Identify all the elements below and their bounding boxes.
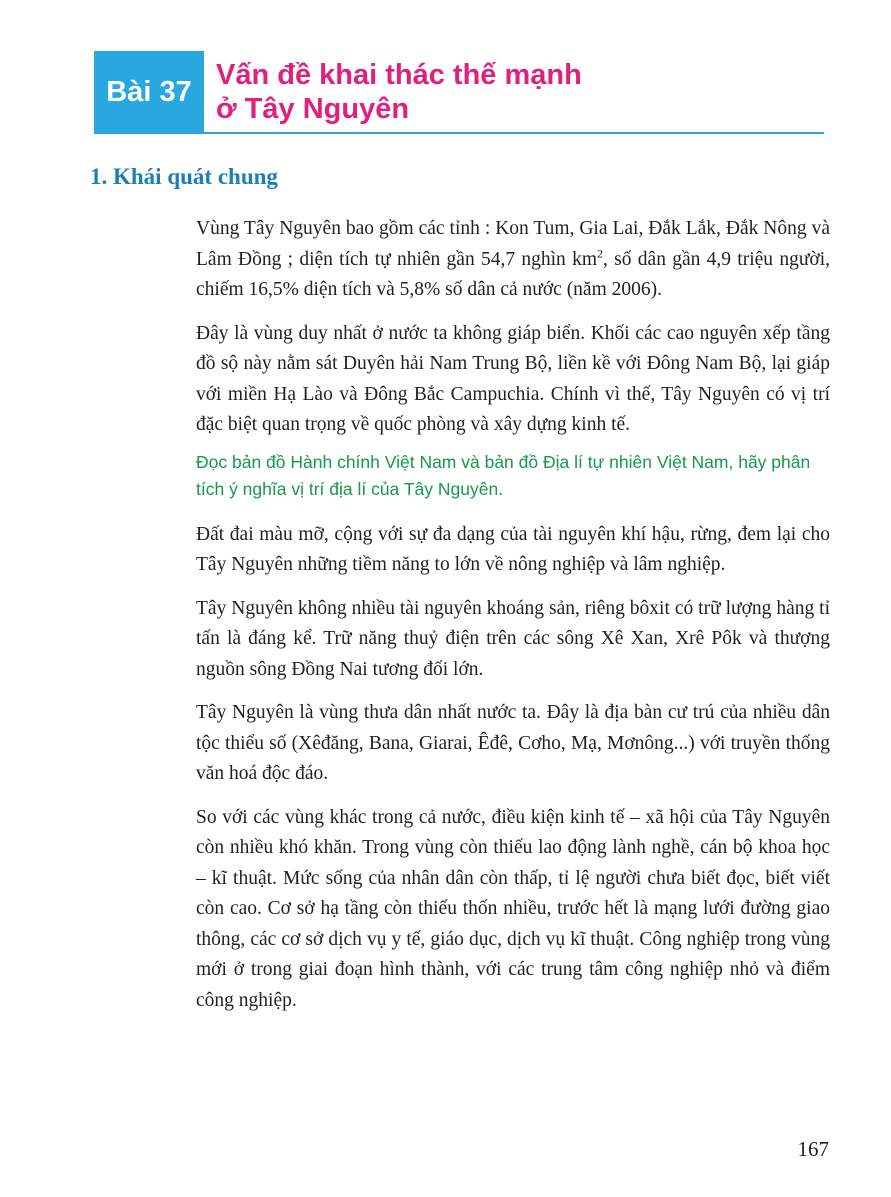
lesson-title-line-1: Vấn đề khai thác thế mạnh <box>216 59 582 91</box>
paragraph-general-info <box>196 214 830 306</box>
lesson-number-badge <box>94 51 204 134</box>
paragraph-natural-resources: Đất đai màu mỡ, cộng với sự đa dạng của tài nguyên khí hậu, rừng, đem lại cho Tây Nguyên những tiềm năng to lớn về nông nghiệp và lâm nghiệp. <box>196 523 830 575</box>
paragraph-minerals: Tây Nguyên không nhiều tài nguyên khoáng sản, riêng bôxit có trữ lượng hàng tỉ tấn là đáng kể. Trữ năng thuỷ điện trên các sông Xê Xan, Xrê Pôk và thượng nguồn sông Đồng Nai tương đối lớn. <box>196 597 830 680</box>
task-instruction: Đọc bản đồ Hành chính Việt Nam và bản đồ Địa lí tự nhiên Việt Nam, hãy phân tích ý nghĩa vị trí địa lí của Tây Nguyên. <box>196 451 811 499</box>
paragraph-general-info-text-end: , số dân gần 4,9 triệu người, chiếm 16,5% diện tích và 5,8% số dân cả nước (năm 2006). <box>196 248 830 300</box>
title-underline-rule <box>204 132 824 134</box>
section-heading: 1. Khái quát chung <box>90 164 278 189</box>
lesson-number-label: Bài 37 <box>106 76 192 108</box>
lesson-title <box>216 58 582 126</box>
paragraph-location: Đây là vùng duy nhất ở nước ta không giáp biển. Khối các cao nguyên xếp tầng đồ sộ này nằm sát Duyên hải Nam Trung Bộ, liền kề với Đông Nam Bộ, lại giáp với miền Hạ Lào và Đông Bắc Campuchia. Chính vì thế, Tây Nguyên có vị trí đặc biệt quan trọng về quốc phòng và xây dựng kinh tế. <box>196 322 830 435</box>
paragraph-general-info-text: Vùng Tây Nguyên bao gồm các tỉnh : Kon Tum, Gia Lai, Đắk Lắk, Đắk Nông và Lâm Đồng ; diện tích tự nhiên gần 54,7 nghìn km <box>196 218 830 270</box>
paragraph-socioeconomic: So với các vùng khác trong cả nước, điều kiện kinh tế – xã hội của Tây Nguyên còn nhiều khó khăn. Trong vùng còn thiếu lao động lành nghề, cán bộ khoa học – kĩ thuật. Mức sống của nhân dân còn thấp, tỉ lệ người chưa biết đọc, biết viết còn cao. Cơ sở hạ tầng còn thiếu thốn nhiều, trước hết là mạng lưới đường giao thông, các cơ sở dịch vụ y tế, giáo dục, dịch vụ kĩ thuật. Công nghiệp trong vùng mới ở trong giai đoạn hình thành, với các trung tâm công nghiệp nhỏ và điểm công nghiệp. <box>196 806 830 1011</box>
page-number: 167 <box>797 1137 829 1161</box>
lesson-title-line-2: ở Tây Nguyên <box>216 93 410 125</box>
body-content <box>196 214 830 1029</box>
paragraph-population: Tây Nguyên là vùng thưa dân nhất nước ta. Đây là địa bàn cư trú của nhiều dân tộc thiểu số (Xêđăng, Bana, Giarai, Êđê, Cơho, Mạ, Mơnông...) với truyền thống văn hoá độc đáo. <box>196 702 830 784</box>
superscript-2: 2 <box>597 246 604 260</box>
